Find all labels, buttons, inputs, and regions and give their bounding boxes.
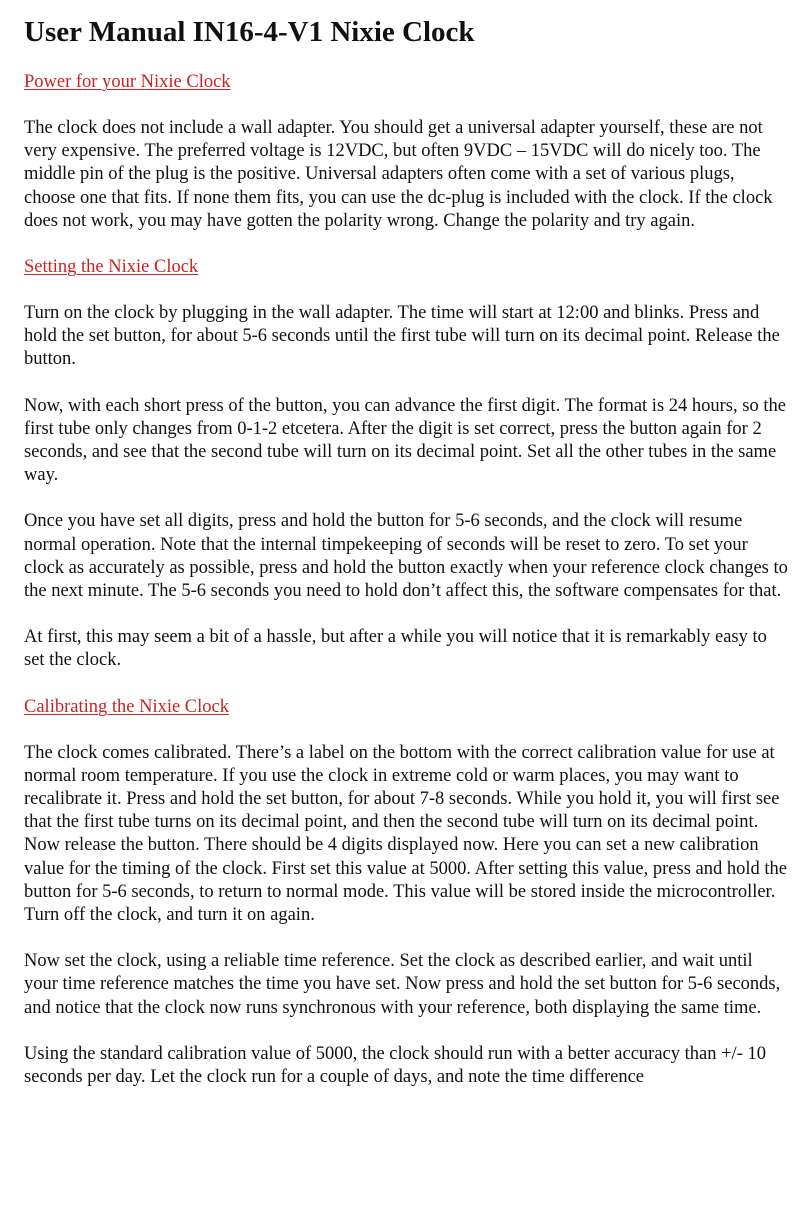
paragraph-calibrating-2: Now set the clock, using a reliable time reference. Set the clock as described earlier, and wait until your time reference matches the time you have set. Now press and hold the set button for 5-6 seconds, and notice that the clock now runs synchronous with your reference, both displaying the same time. xyxy=(24,951,781,1018)
paragraph-setting-1: Turn on the clock by plugging in the wall adapter. The time will start at 12:00 and blinks. Press and hold the set button, for about 5-6 seconds until the first tube will turn on its decimal point. Release the button. xyxy=(24,303,780,370)
page-title: User Manual IN16-4-V1 Nixie Clock xyxy=(24,16,475,48)
paragraph-calibrating-1: The clock comes calibrated. There’s a label on the bottom with the correct calibration value for use at normal room temperature. If you use the clock in extreme cold or warm places, you may want to recalibrate it. Press and hold the set button, for about 7-8 seconds. While you hold it, you will first see that the first tube turns on its decimal point, and then the second tube will turn on its decimal point. Now release the button. There should be 4 digits displayed now. Here you can set a new calibration value for the timing of the clock. First set this value at 5000. After setting this value, press and hold the button for 5-6 seconds, to return to normal mode. This value will be stored inside the microcontroller. Turn off the clock, and turn it on again. xyxy=(24,742,787,926)
section-heading-power[interactable]: Power for your Nixie Clock xyxy=(24,72,231,92)
section-heading-setting[interactable]: Setting the Nixie Clock xyxy=(24,257,199,278)
manual-page xyxy=(24,14,788,1089)
paragraph-setting-2: Now, with each short press of the button, you can advance the first digit. The format is 24 hours, so the first tube only changes from 0-1-2 etcetera. After the digit is set correct, press the button again for 2 seconds, and see that the second tube will turn on its decimal point. Set all the other tubes in the same way. xyxy=(24,395,786,486)
section-heading-calibrating[interactable]: Calibrating the Nixie Clock xyxy=(24,696,229,717)
paragraph-setting-4: At first, this may seem a bit of a hassle, but after a while you will notice that it is remarkably easy to set the clock. xyxy=(24,627,767,671)
paragraph-setting-3: Once you have set all digits, press and hold the button for 5-6 seconds, and the clock will resume normal operation. Note that the internal timpekeeping of seconds will be reset to zero. To set your clock as accurately as possible, press and hold the button exactly when your reference clock changes to the next minute. The 5-6 seconds you need to hold don’t affect this, the software compensates for that. xyxy=(24,511,788,602)
paragraph-calibrating-3: Using the standard calibration value of 5000, the clock should run with a better accuracy than +/- 10 seconds per day. Let the clock run for a couple of days, and note the time difference xyxy=(24,1043,766,1088)
paragraph-power-1: The clock does not include a wall adapter. You should get a universal adapter yourself, these are not very expensive. The preferred voltage is 12VDC, but often 9VDC – 15VDC will do nicely too. The middle pin of the plug is the positive. Universal adapters often come with a set of various plugs, choose one that fits. If none them fits, you can use the dc-plug is included with the clock. If the clock does not work, you may have gotten the polarity wrong. Change the polarity and try again. xyxy=(24,118,773,231)
